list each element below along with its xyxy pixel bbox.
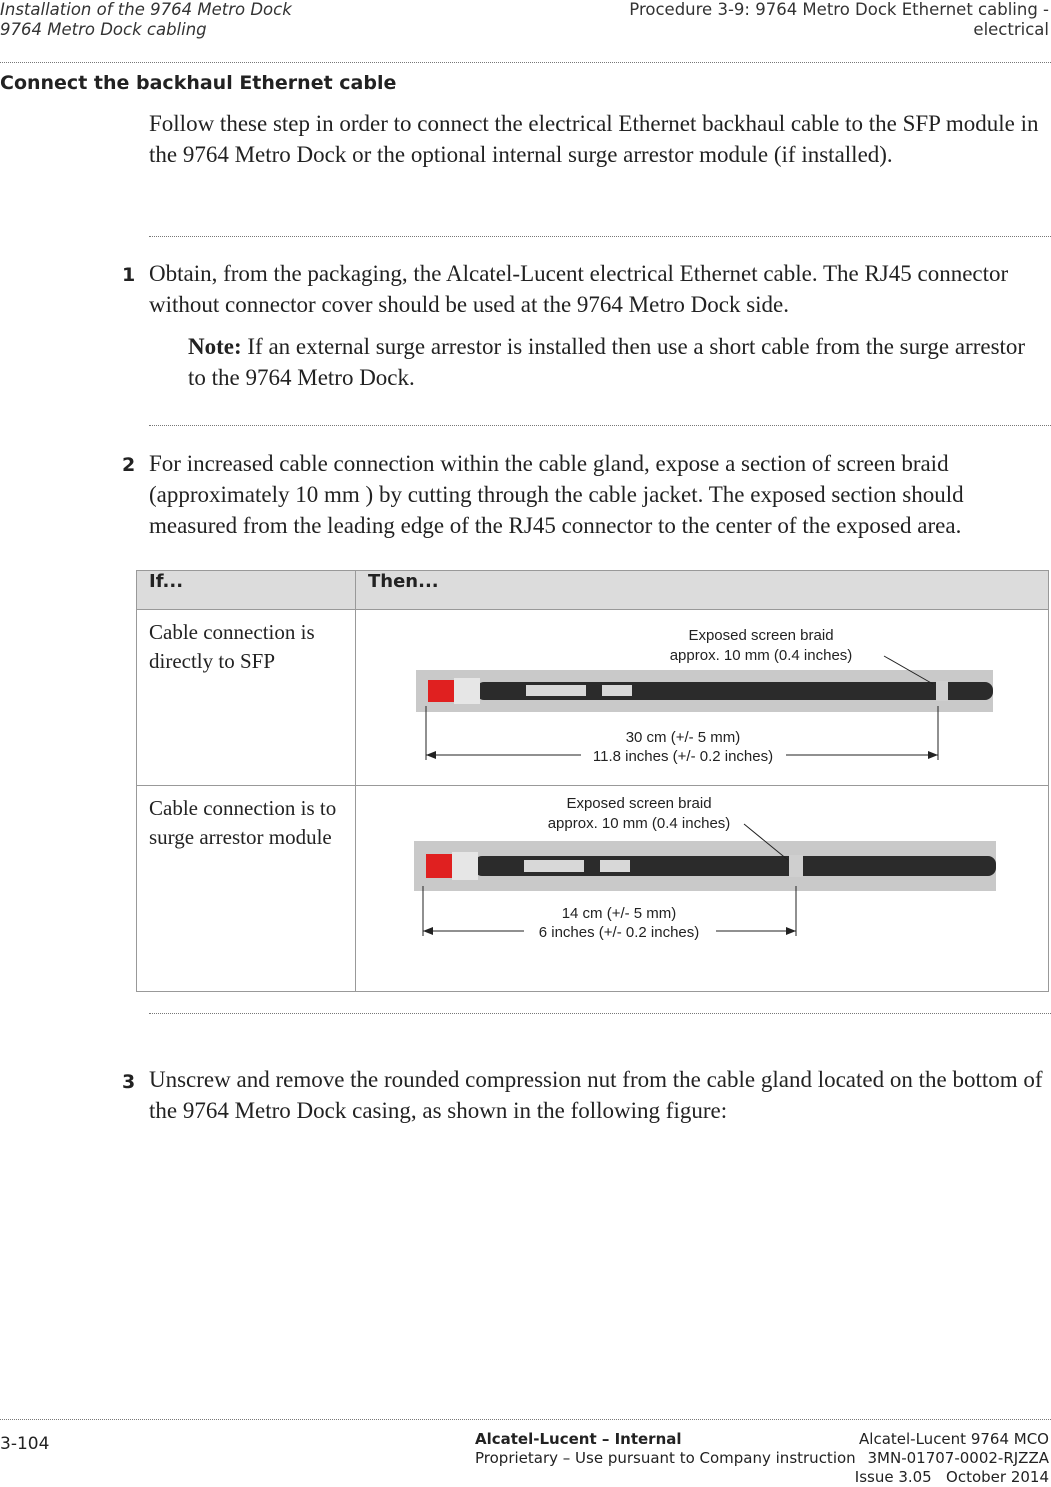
cable-label bbox=[600, 860, 630, 872]
cable-figure-sfp bbox=[356, 610, 1048, 780]
condition-cell: Cable connection is directly to SFP bbox=[137, 610, 356, 786]
if-then-table bbox=[136, 570, 1049, 992]
running-header-right bbox=[629, 0, 1049, 40]
step-number: 3 bbox=[122, 1071, 136, 1093]
dimension-arrow bbox=[423, 927, 433, 935]
section-title: Connect the backhaul Ethernet cable bbox=[0, 72, 397, 94]
exposed-braid bbox=[936, 681, 948, 701]
step-text: For increased cable connection within the cable gland, expose a section of screen braid (approximately 10 mm ) by cutting through the cable jacket. The exposed section should measured from the leading edge of the RJ45 connector to the center of the exposed area. bbox=[149, 451, 964, 538]
measure-line2: 11.8 inches (+/- 0.2 inches) bbox=[592, 748, 774, 765]
step-divider bbox=[149, 236, 1051, 237]
cable-label bbox=[524, 860, 584, 872]
rj45-connector bbox=[428, 680, 458, 702]
exposed-braid bbox=[789, 855, 803, 877]
step-number: 2 bbox=[122, 454, 136, 476]
footer-company-line1: Alcatel-Lucent – Internal bbox=[475, 1430, 682, 1448]
table-row bbox=[137, 610, 1049, 786]
footer-company-line2: Proprietary – Use pursuant to Company instruction bbox=[475, 1449, 856, 1467]
measure-line1: 30 cm (+/- 5 mm) bbox=[625, 729, 741, 746]
cable-label bbox=[602, 685, 632, 696]
footer-doc-line1: Alcatel-Lucent 9764 MCO bbox=[859, 1430, 1049, 1448]
connector-boot bbox=[452, 852, 478, 880]
cable-figure-cell bbox=[356, 610, 1049, 786]
header-chapter: Installation of the 9764 Metro Dock bbox=[0, 0, 292, 19]
column-header-if: If... bbox=[137, 571, 356, 610]
column-header-then: Then... bbox=[356, 571, 1049, 610]
connector-boot bbox=[454, 678, 480, 704]
callout-line1: Exposed screen braid bbox=[566, 795, 712, 812]
measure-line2: 6 inches (+/- 0.2 inches) bbox=[538, 924, 700, 941]
dimension-arrow bbox=[786, 927, 796, 935]
cable-figure-cell bbox=[356, 786, 1049, 992]
table-row bbox=[137, 786, 1049, 992]
header-divider bbox=[0, 62, 1051, 63]
footer-company bbox=[475, 1430, 875, 1468]
cable-label bbox=[526, 685, 586, 696]
condition-cell: Cable connection is to surge arrestor module bbox=[137, 786, 356, 992]
dimension-arrow bbox=[426, 751, 436, 759]
measure-line1: 14 cm (+/- 5 mm) bbox=[561, 905, 677, 922]
step-text: Obtain, from the packaging, the Alcatel-Lucent electrical Ethernet cable. The RJ45 connector without connector cover should be used at the 9764 Metro Dock side. bbox=[149, 261, 1009, 317]
callout-line2: approx. 10 mm (0.4 inches) bbox=[547, 815, 731, 832]
step-divider bbox=[149, 1013, 1051, 1014]
step-text: Unscrew and remove the rounded compression nut from the cable gland located on the bottom of the 9764 Metro Dock casing, as shown in the following figure: bbox=[149, 1067, 1043, 1123]
footer-doc-line2: 3MN-01707-0002-RJZZA bbox=[867, 1449, 1049, 1467]
step-divider bbox=[149, 425, 1051, 426]
step-number: 1 bbox=[122, 264, 136, 286]
page-number: 3-104 bbox=[0, 1434, 50, 1454]
dimension-arrow bbox=[928, 751, 938, 759]
footer-document-info bbox=[855, 1430, 1049, 1487]
note bbox=[188, 331, 1028, 393]
footer-divider bbox=[0, 1419, 1051, 1420]
running-header-left bbox=[0, 0, 292, 40]
callout-line2: approx. 10 mm (0.4 inches) bbox=[669, 647, 853, 664]
header-procedure-cont: electrical bbox=[973, 20, 1049, 39]
cable-figure-surge-arrestor bbox=[356, 786, 1048, 986]
note-text: If an external surge arrestor is installed then use a short cable from the surge arrestor to the 9764 Metro Dock. bbox=[188, 334, 1026, 390]
header-section: 9764 Metro Dock cabling bbox=[0, 20, 207, 39]
callout-line1: Exposed screen braid bbox=[688, 627, 834, 644]
rj45-connector bbox=[426, 854, 456, 878]
note-label: Note: bbox=[188, 334, 242, 359]
header-procedure: Procedure 3-9: 9764 Metro Dock Ethernet cabling - bbox=[629, 0, 1049, 19]
intro-paragraph: Follow these step in order to connect the electrical Ethernet backhaul cable to the SFP module in the 9764 Metro Dock or the optional internal surge arrestor module (if installed). bbox=[149, 111, 1039, 167]
footer-doc-line3: Issue 3.05 October 2014 bbox=[854, 1468, 1049, 1486]
